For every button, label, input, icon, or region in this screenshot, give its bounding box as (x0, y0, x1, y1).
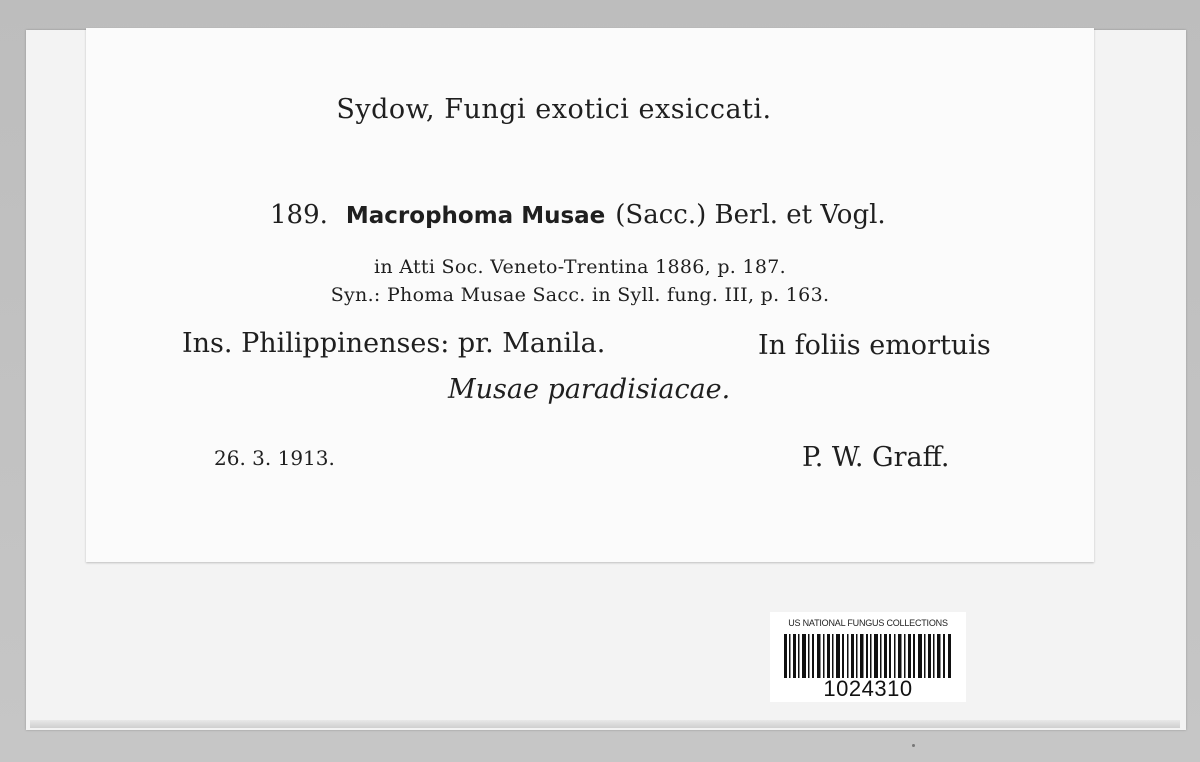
herbarium-label (86, 28, 1094, 562)
collection-date: 26. 3. 1913. (214, 446, 335, 470)
reference-line-1: in Atti Soc. Veneto-Trentina 1886, p. 187. (374, 256, 786, 278)
envelope-bottom-edge (30, 720, 1180, 728)
collector: P. W. Graff. (802, 442, 950, 473)
specimen-number: 189. (270, 200, 328, 230)
dust-speck (912, 744, 915, 747)
barcode-number: 1024310 (823, 676, 913, 701)
locality: Ins. Philippinenses: pr. Manila. (182, 328, 606, 359)
reference-line-2: Syn.: Phoma Musae Sacc. in Syll. fung. III, p. 163. (330, 284, 830, 306)
barcode-header: US NATIONAL FUNGUS COLLECTIONS (788, 618, 948, 628)
host-plant: Musae paradisiacae. (448, 374, 731, 405)
substrate: In foliis emortuis (758, 330, 991, 361)
series-title: Sydow, Fungi exotici exsiccati. (336, 94, 772, 125)
species-name: Macrophoma Musae (345, 203, 606, 229)
species-line (270, 200, 886, 230)
barcode-label (770, 612, 966, 702)
barcode-bars (784, 634, 952, 678)
species-authority: (Sacc.) Berl. et Vogl. (615, 200, 886, 230)
